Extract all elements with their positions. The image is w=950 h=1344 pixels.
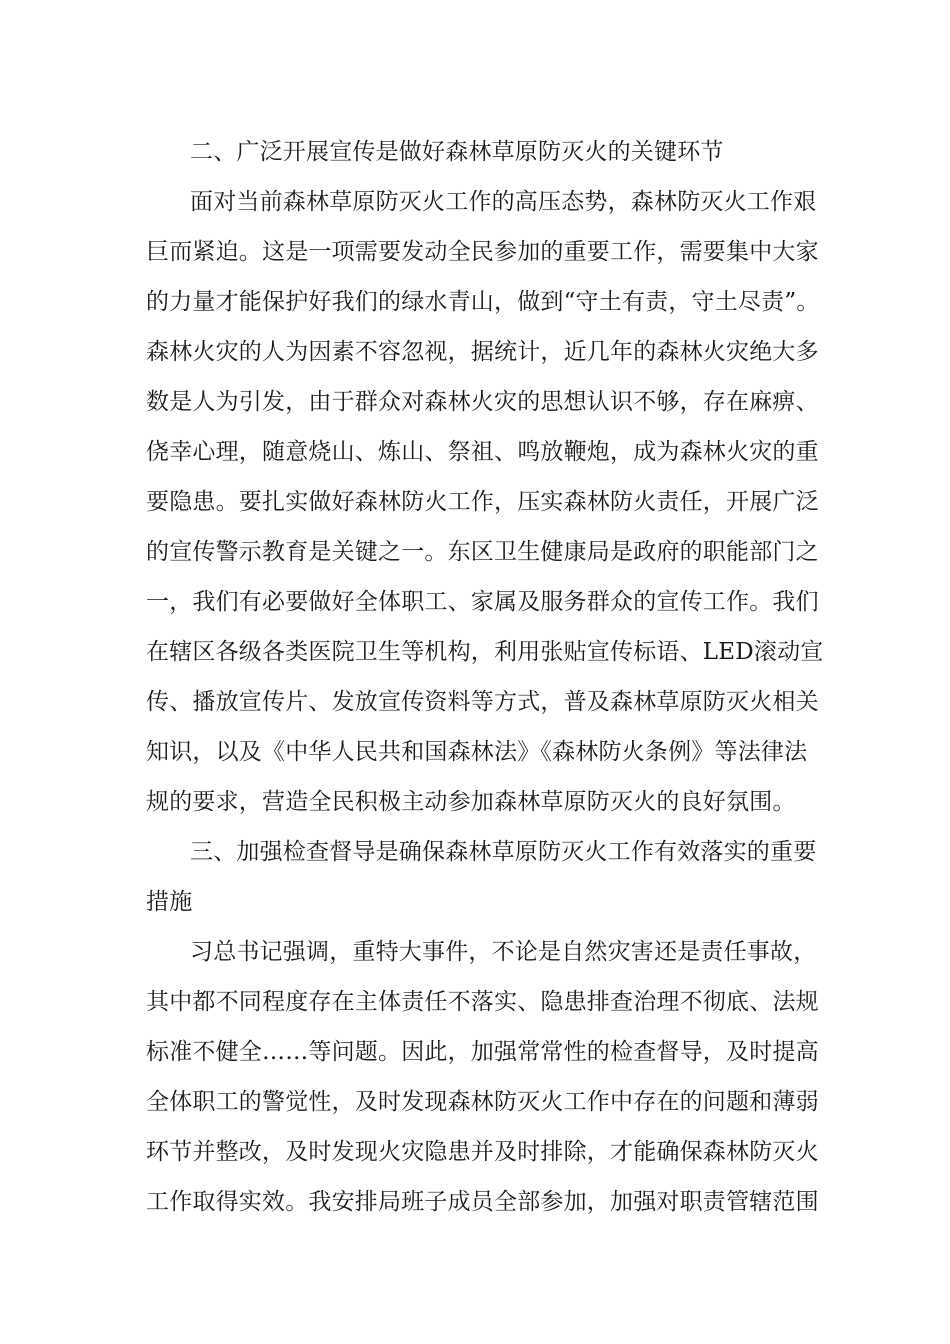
section-heading-3-cont: 措施	[146, 889, 193, 915]
paragraph-line: 数是人为引发，由于群众对森林火灾的思想认识不够，存在麻痹、	[146, 389, 819, 415]
section-heading-2: 二、广泛开展宣传是做好森林草原防灭火的关键环节	[190, 139, 724, 165]
paragraph-line: 规的要求，营造全民积极主动参加森林草原防灭火的良好氛围。	[146, 789, 796, 815]
paragraph-line: 标准不健全……等问题。因此，加强常常性的检查督导，及时提高	[146, 1039, 819, 1065]
paragraph-line: 传、播放宣传片、发放宣传资料等方式，普及森林草原防灭火相关	[146, 689, 819, 715]
paragraph-line: 森林火灾的人为因素不容忽视，据统计，近几年的森林火灾绝大多	[146, 339, 819, 365]
paragraph-line: 的力量才能保护好我们的绿水青山，做到“守土有责，守土尽责”。	[146, 289, 820, 315]
paragraph-line: 侥幸心理，随意烧山、炼山、祭祖、鸣放鞭炮，成为森林火灾的重	[146, 439, 819, 465]
paragraph-line: 习总书记强调，重特大事件，不论是自然灾害还是责任事故，	[190, 939, 817, 965]
paragraph-line: 面对当前森林草原防灭火工作的高压态势，森林防灭火工作艰	[190, 189, 817, 215]
paragraph-line: 知识，以及《中华人民共和国森林法》《森林防火条例》等法律法	[146, 739, 808, 765]
paragraph-line: 工作取得实效。我安排局班子成员全部参加，加强对职责管辖范围	[146, 1189, 819, 1215]
paragraph-line: 巨而紧迫。这是一项需要发动全民参加的重要工作，需要集中大家	[146, 239, 819, 265]
paragraph-line: 一，我们有必要做好全体职工、家属及服务群众的宣传工作。我们	[146, 589, 819, 615]
paragraph-line: 的宣传警示教育是关键之一。东区卫生健康局是政府的职能部门之	[146, 539, 819, 565]
paragraph-line: 环节并整改，及时发现火灾隐患并及时排除，才能确保森林防灭火	[146, 1139, 819, 1165]
paragraph-line: 其中都不同程度存在主体责任不落实、隐患排查治理不彻底、法规	[146, 989, 819, 1015]
paragraph-line: 全体职工的警觉性，及时发现森林防灭火工作中存在的问题和薄弱	[146, 1089, 819, 1115]
paragraph-line: 要隐患。要扎实做好森林防火工作，压实森林防火责任，开展广泛	[146, 489, 819, 515]
section-heading-3: 三、加强检查督导是确保森林草原防灭火工作有效落实的重要	[190, 839, 817, 865]
paragraph-line: 在辖区各级各类医院卫生等机构，利用张贴宣传标语、LED滚动宣	[146, 639, 824, 665]
